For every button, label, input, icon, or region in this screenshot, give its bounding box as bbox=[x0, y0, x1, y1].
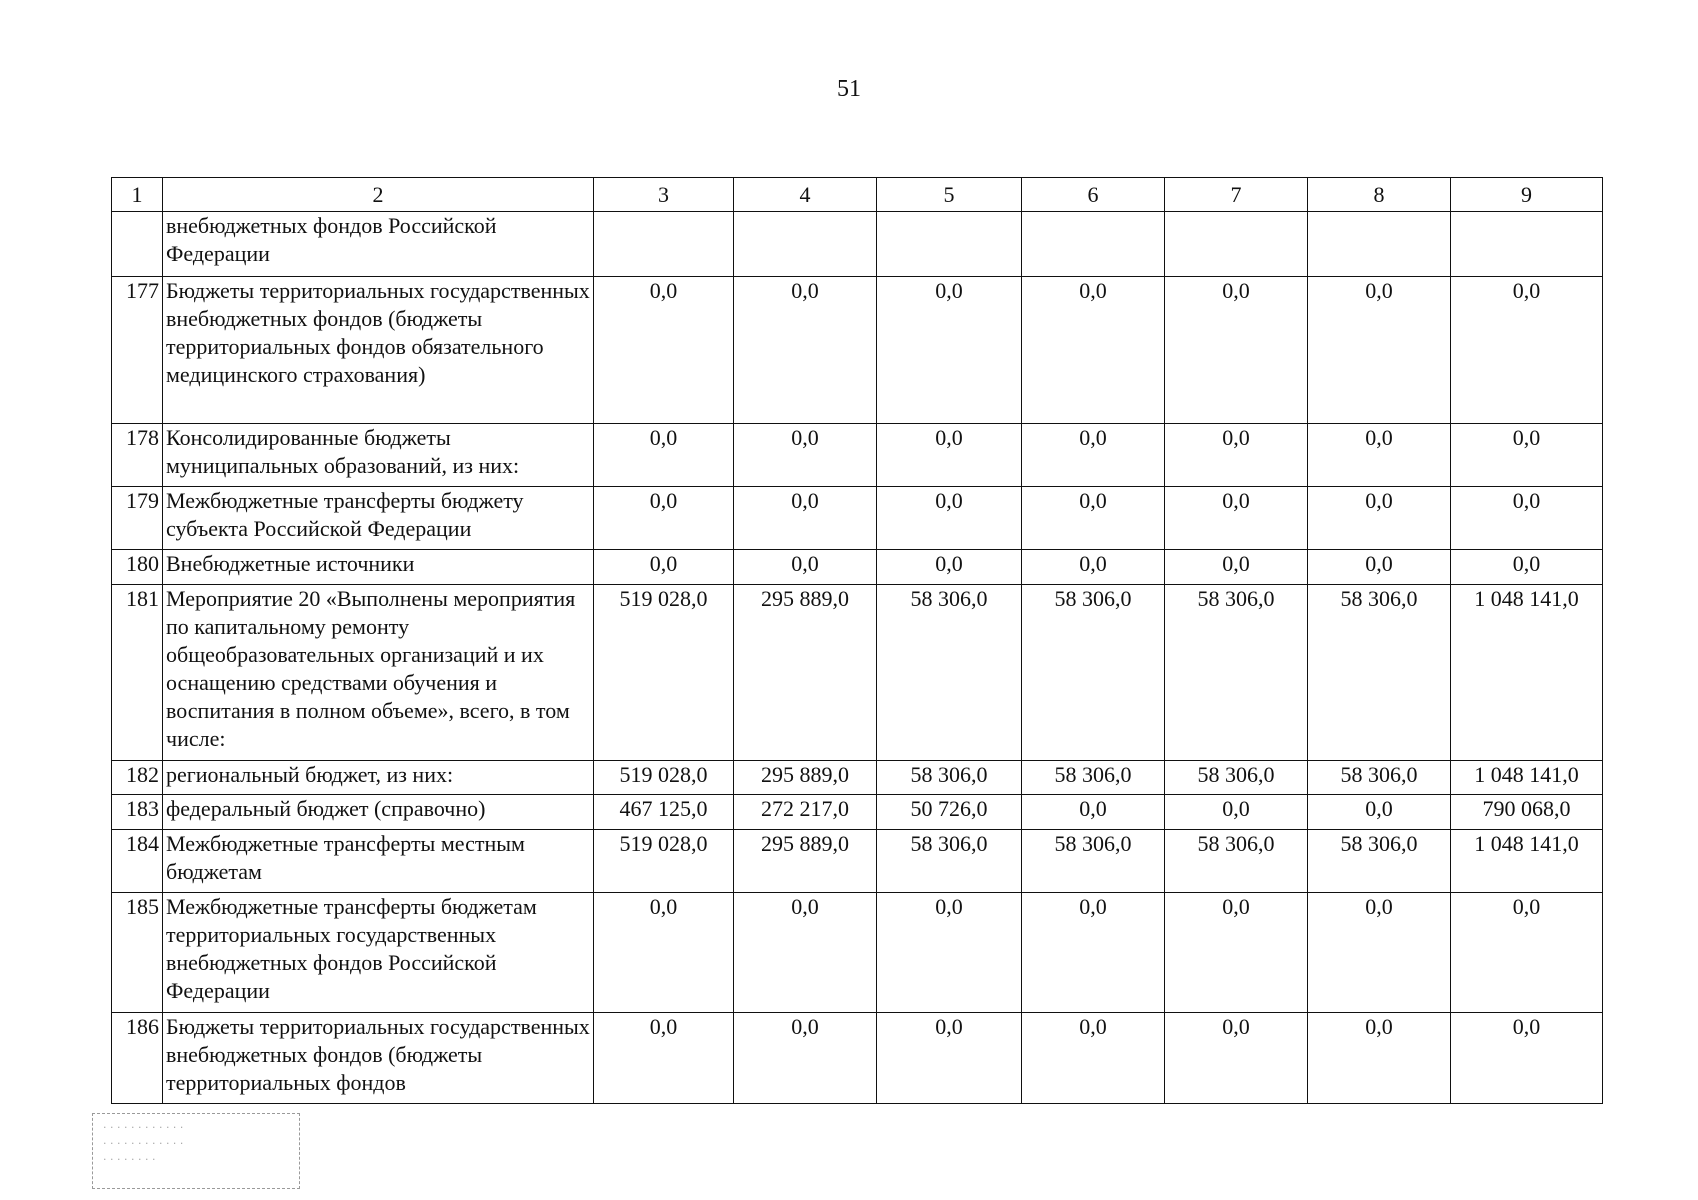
cell-value: 0,0 bbox=[734, 277, 877, 424]
row-description: Бюджеты территориальных государственных внебюджетных фондов (бюджеты территориальных фондов обязательного медицинского страхования) bbox=[163, 277, 594, 424]
table-row bbox=[112, 830, 1603, 893]
cell-value bbox=[734, 212, 877, 277]
row-number: 184 bbox=[112, 830, 163, 893]
cell-value bbox=[1308, 212, 1451, 277]
cell-value: 1 048 141,0 bbox=[1451, 830, 1603, 893]
cell-value bbox=[1165, 212, 1308, 277]
table-row bbox=[112, 893, 1603, 1013]
budget-table bbox=[111, 177, 1603, 1104]
cell-value: 0,0 bbox=[1308, 795, 1451, 830]
cell-value: 0,0 bbox=[594, 550, 734, 585]
column-header: 5 bbox=[877, 178, 1022, 212]
faded-stamp bbox=[92, 1113, 300, 1189]
column-header: 9 bbox=[1451, 178, 1603, 212]
cell-value: 0,0 bbox=[877, 487, 1022, 550]
cell-value: 50 726,0 bbox=[877, 795, 1022, 830]
cell-value: 0,0 bbox=[594, 424, 734, 487]
cell-value: 0,0 bbox=[1451, 1013, 1603, 1104]
row-number: 181 bbox=[112, 585, 163, 761]
cell-value: 0,0 bbox=[1165, 487, 1308, 550]
table-row bbox=[112, 277, 1603, 424]
row-number: 179 bbox=[112, 487, 163, 550]
table-row bbox=[112, 487, 1603, 550]
table-row bbox=[112, 550, 1603, 585]
row-description: Мероприятие 20 «Выполнены мероприятия по капитальному ремонту общеобразовательных организаций и их оснащению средствами обучения и воспитания в полном объеме», всего, в том числе: bbox=[163, 585, 594, 761]
cell-value: 0,0 bbox=[877, 277, 1022, 424]
cell-value: 295 889,0 bbox=[734, 585, 877, 761]
cell-value: 58 306,0 bbox=[1022, 830, 1165, 893]
cell-value: 58 306,0 bbox=[1165, 830, 1308, 893]
cell-value: 519 028,0 bbox=[594, 761, 734, 795]
cell-value: 0,0 bbox=[1165, 277, 1308, 424]
cell-value: 272 217,0 bbox=[734, 795, 877, 830]
cell-value: 58 306,0 bbox=[877, 830, 1022, 893]
cell-value: 0,0 bbox=[1451, 893, 1603, 1013]
cell-value: 58 306,0 bbox=[1165, 585, 1308, 761]
row-number: 185 bbox=[112, 893, 163, 1013]
cell-value: 1 048 141,0 bbox=[1451, 761, 1603, 795]
cell-value: 0,0 bbox=[1022, 424, 1165, 487]
cell-value: 0,0 bbox=[734, 1013, 877, 1104]
cell-value: 58 306,0 bbox=[877, 761, 1022, 795]
column-header: 7 bbox=[1165, 178, 1308, 212]
header-row bbox=[112, 178, 1603, 212]
cell-value: 0,0 bbox=[594, 277, 734, 424]
cell-value: 58 306,0 bbox=[877, 585, 1022, 761]
cell-value: 0,0 bbox=[1308, 550, 1451, 585]
row-description: региональный бюджет, из них: bbox=[163, 761, 594, 795]
cell-value: 0,0 bbox=[1451, 487, 1603, 550]
table-row bbox=[112, 795, 1603, 830]
row-number: 178 bbox=[112, 424, 163, 487]
cell-value: 519 028,0 bbox=[594, 585, 734, 761]
cell-value: 0,0 bbox=[1022, 277, 1165, 424]
cell-value: 295 889,0 bbox=[734, 761, 877, 795]
cell-value: 0,0 bbox=[1308, 487, 1451, 550]
cell-value: 295 889,0 bbox=[734, 830, 877, 893]
cell-value: 58 306,0 bbox=[1022, 585, 1165, 761]
row-number: 186 bbox=[112, 1013, 163, 1104]
row-description: внебюджетных фондов Российской Федерации bbox=[163, 212, 594, 277]
cell-value: 0,0 bbox=[1308, 893, 1451, 1013]
row-description: Межбюджетные трансферты бюджету субъекта Российской Федерации bbox=[163, 487, 594, 550]
cell-value: 0,0 bbox=[1451, 424, 1603, 487]
row-number: 182 bbox=[112, 761, 163, 795]
column-header: 8 bbox=[1308, 178, 1451, 212]
column-header: 6 bbox=[1022, 178, 1165, 212]
row-description: Бюджеты территориальных государственных внебюджетных фондов (бюджеты территориальных фондов bbox=[163, 1013, 594, 1104]
row-number: 180 bbox=[112, 550, 163, 585]
table-row bbox=[112, 212, 1603, 277]
row-number: 183 bbox=[112, 795, 163, 830]
cell-value: 0,0 bbox=[1451, 550, 1603, 585]
cell-value: 0,0 bbox=[1165, 1013, 1308, 1104]
cell-value: 0,0 bbox=[594, 487, 734, 550]
cell-value: 519 028,0 bbox=[594, 830, 734, 893]
cell-value bbox=[1022, 212, 1165, 277]
cell-value: 0,0 bbox=[877, 1013, 1022, 1104]
cell-value: 1 048 141,0 bbox=[1451, 585, 1603, 761]
cell-value: 58 306,0 bbox=[1165, 761, 1308, 795]
cell-value: 0,0 bbox=[1165, 424, 1308, 487]
table-row bbox=[112, 424, 1603, 487]
cell-value: 58 306,0 bbox=[1308, 585, 1451, 761]
cell-value: 0,0 bbox=[1022, 893, 1165, 1013]
row-description: Консолидированные бюджеты муниципальных образований, из них: bbox=[163, 424, 594, 487]
row-description: Внебюджетные источники bbox=[163, 550, 594, 585]
cell-value: 0,0 bbox=[1022, 1013, 1165, 1104]
cell-value: 0,0 bbox=[1022, 487, 1165, 550]
cell-value: 0,0 bbox=[1308, 1013, 1451, 1104]
column-header: 1 bbox=[112, 178, 163, 212]
cell-value: 0,0 bbox=[734, 487, 877, 550]
cell-value: 0,0 bbox=[1308, 424, 1451, 487]
cell-value: 467 125,0 bbox=[594, 795, 734, 830]
cell-value: 58 306,0 bbox=[1022, 761, 1165, 795]
cell-value: 0,0 bbox=[734, 550, 877, 585]
stamp-line: · · · · · · · · · · · · bbox=[103, 1121, 184, 1134]
cell-value: 0,0 bbox=[1308, 277, 1451, 424]
table-row bbox=[112, 585, 1603, 761]
row-number bbox=[112, 212, 163, 277]
column-header: 2 bbox=[163, 178, 594, 212]
cell-value bbox=[877, 212, 1022, 277]
cell-value: 58 306,0 bbox=[1308, 830, 1451, 893]
row-description: Межбюджетные трансферты бюджетам территориальных государственных внебюджетных фондов Российской Федерации bbox=[163, 893, 594, 1013]
row-number: 177 bbox=[112, 277, 163, 424]
page-number: 51 bbox=[837, 76, 861, 102]
cell-value: 0,0 bbox=[1451, 277, 1603, 424]
cell-value: 0,0 bbox=[1165, 795, 1308, 830]
cell-value: 0,0 bbox=[1165, 550, 1308, 585]
cell-value: 0,0 bbox=[1165, 893, 1308, 1013]
row-description: федеральный бюджет (справочно) bbox=[163, 795, 594, 830]
row-description: Межбюджетные трансферты местным бюджетам bbox=[163, 830, 594, 893]
column-header: 3 bbox=[594, 178, 734, 212]
cell-value: 0,0 bbox=[594, 893, 734, 1013]
table-row bbox=[112, 1013, 1603, 1104]
cell-value: 0,0 bbox=[877, 550, 1022, 585]
cell-value: 0,0 bbox=[1022, 550, 1165, 585]
stamp-line: · · · · · · · · bbox=[103, 1153, 156, 1166]
cell-value: 0,0 bbox=[1022, 795, 1165, 830]
cell-value: 58 306,0 bbox=[1308, 761, 1451, 795]
cell-value bbox=[594, 212, 734, 277]
cell-value: 0,0 bbox=[877, 893, 1022, 1013]
stamp-line: · · · · · · · · · · · · bbox=[103, 1137, 184, 1150]
cell-value: 790 068,0 bbox=[1451, 795, 1603, 830]
cell-value: 0,0 bbox=[734, 424, 877, 487]
cell-value: 0,0 bbox=[734, 893, 877, 1013]
cell-value: 0,0 bbox=[594, 1013, 734, 1104]
cell-value: 0,0 bbox=[877, 424, 1022, 487]
column-header: 4 bbox=[734, 178, 877, 212]
table-row bbox=[112, 761, 1603, 795]
cell-value bbox=[1451, 212, 1603, 277]
